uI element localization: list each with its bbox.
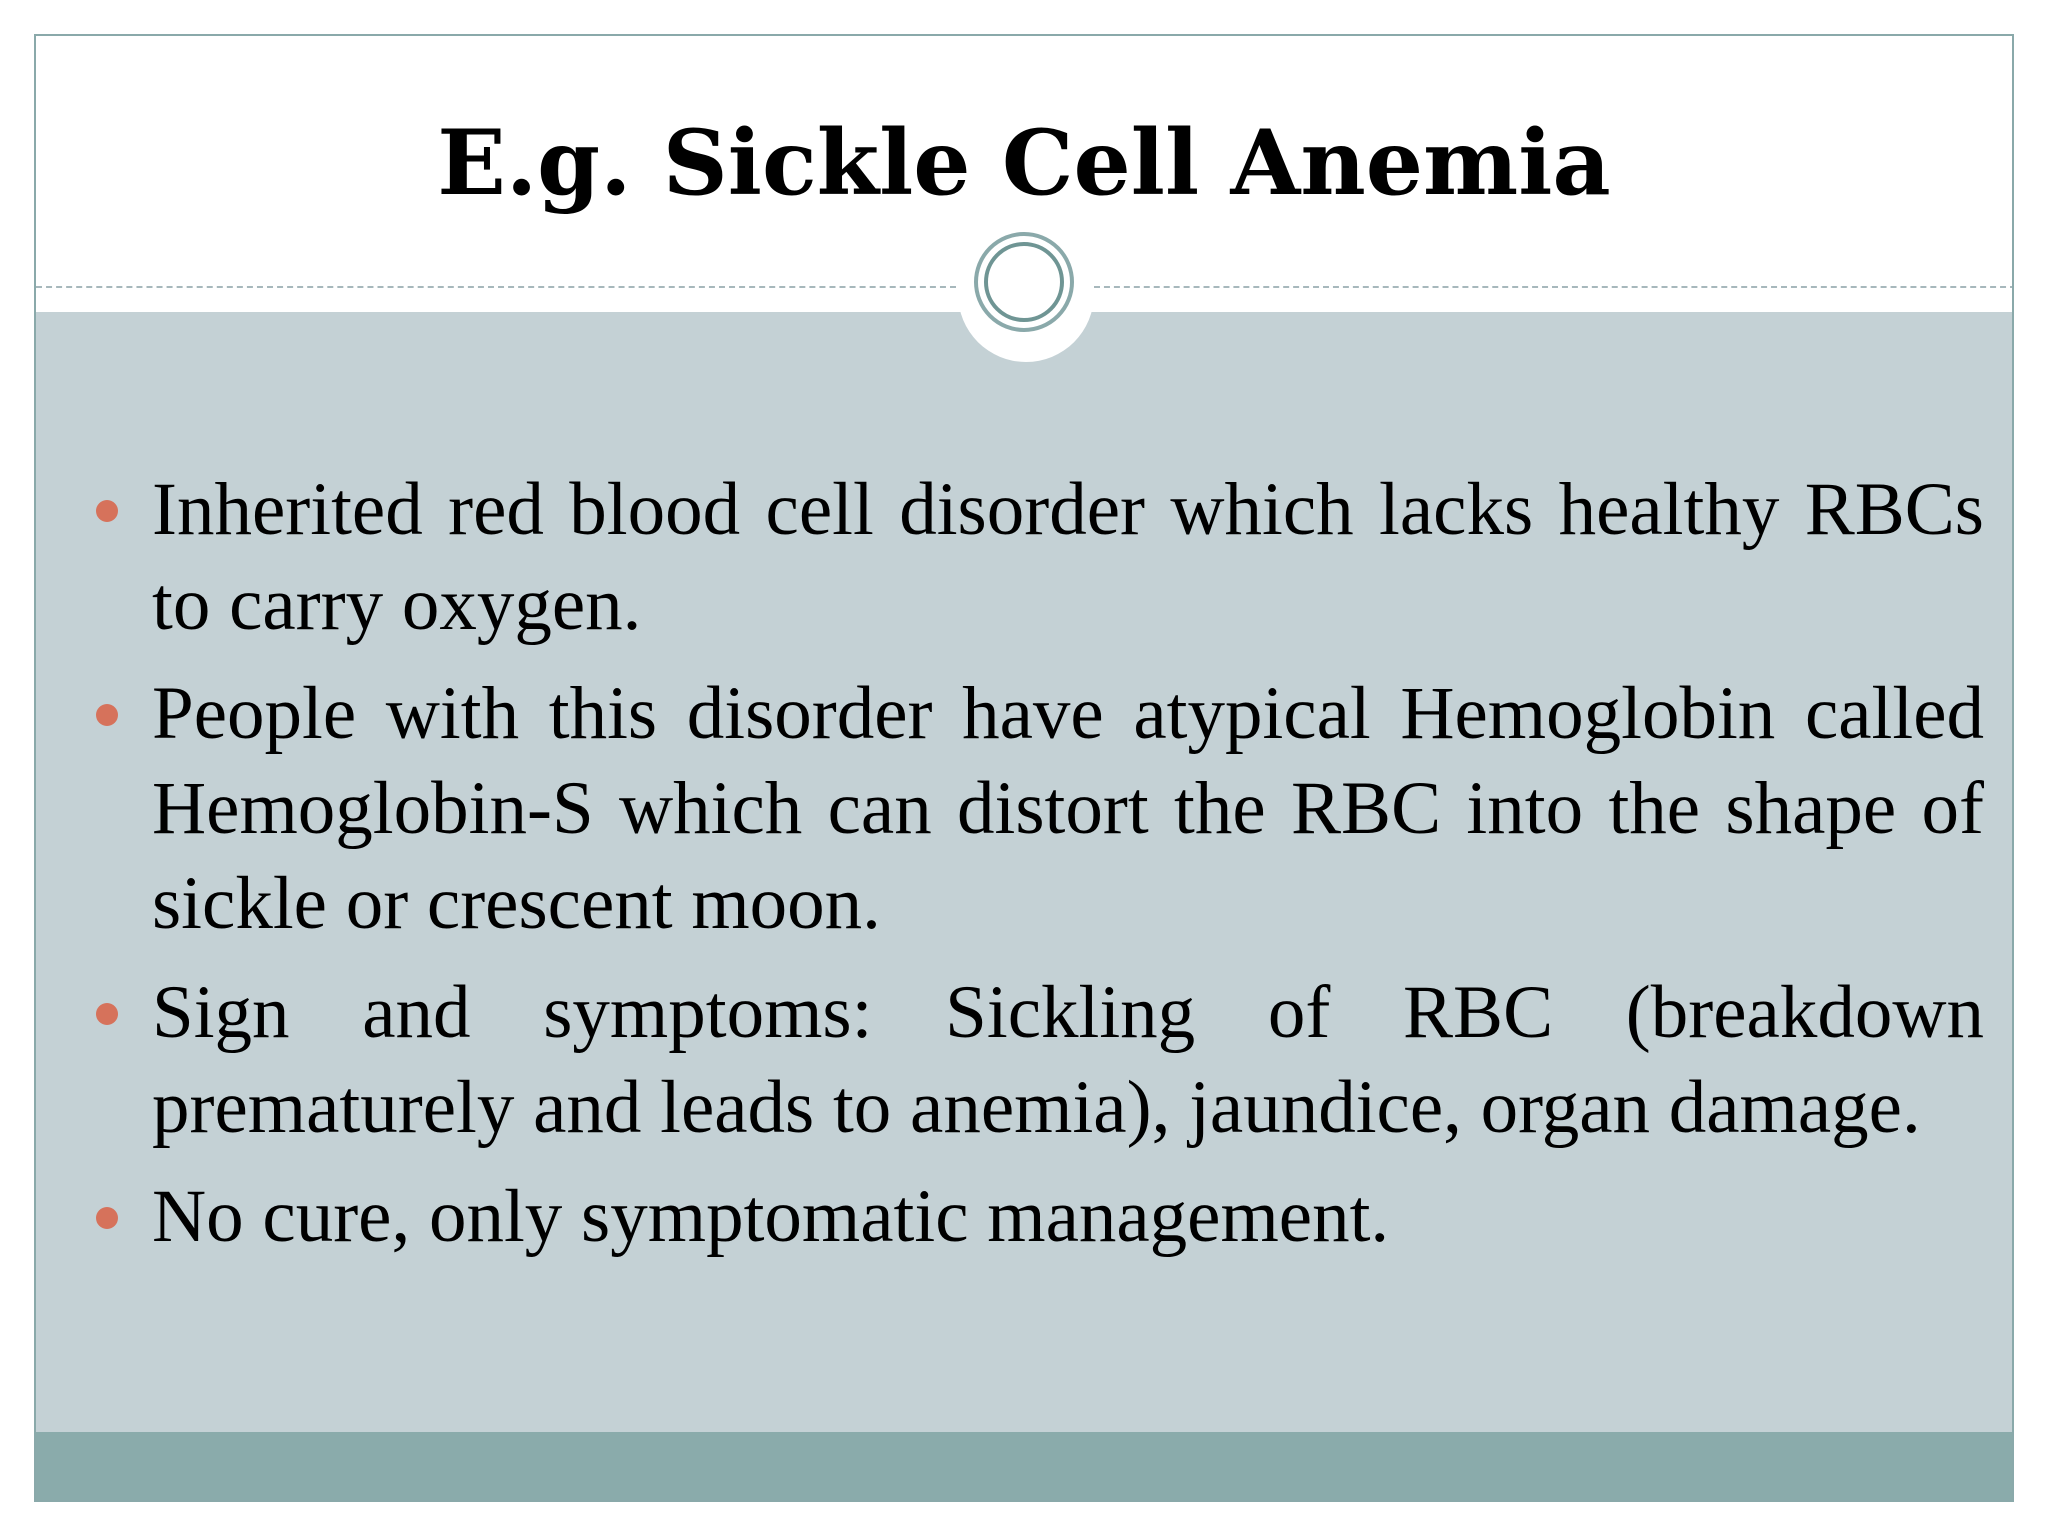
title-divider-right xyxy=(1094,286,2014,288)
bullet-dot-icon xyxy=(96,500,118,522)
footer-band xyxy=(36,1432,2012,1502)
bullet-text: No cure, only symptomatic management. xyxy=(152,1175,1390,1258)
title-divider-left xyxy=(36,286,956,288)
circle-ornament-inner-ring xyxy=(984,242,1064,322)
bullet-text: Sign and symptoms: Sickling of RBC (breakdown prematurely and leads to anemia), jaundice, organ damage. xyxy=(152,971,1984,1149)
bullet-list xyxy=(152,462,1984,1278)
bullet-dot-icon xyxy=(96,1207,118,1229)
bullet-item-inherited xyxy=(152,462,1984,652)
bullet-item-no-cure xyxy=(152,1169,1984,1264)
slide xyxy=(34,34,2014,1502)
bullet-item-symptoms xyxy=(152,965,1984,1155)
bullet-text: People with this disorder have atypical Hemoglobin called Hemoglobin-S which can distort the RBC into the shape of sickle or crescent moon. xyxy=(152,672,1984,945)
bullet-dot-icon xyxy=(96,1003,118,1025)
bullet-dot-icon xyxy=(96,704,118,726)
bullet-item-hemoglobin xyxy=(152,666,1984,951)
slide-title: E.g. Sickle Cell Anemia xyxy=(437,110,1611,216)
bullet-text: Inherited red blood cell disorder which lacks healthy RBCs to carry oxygen. xyxy=(152,468,1984,646)
